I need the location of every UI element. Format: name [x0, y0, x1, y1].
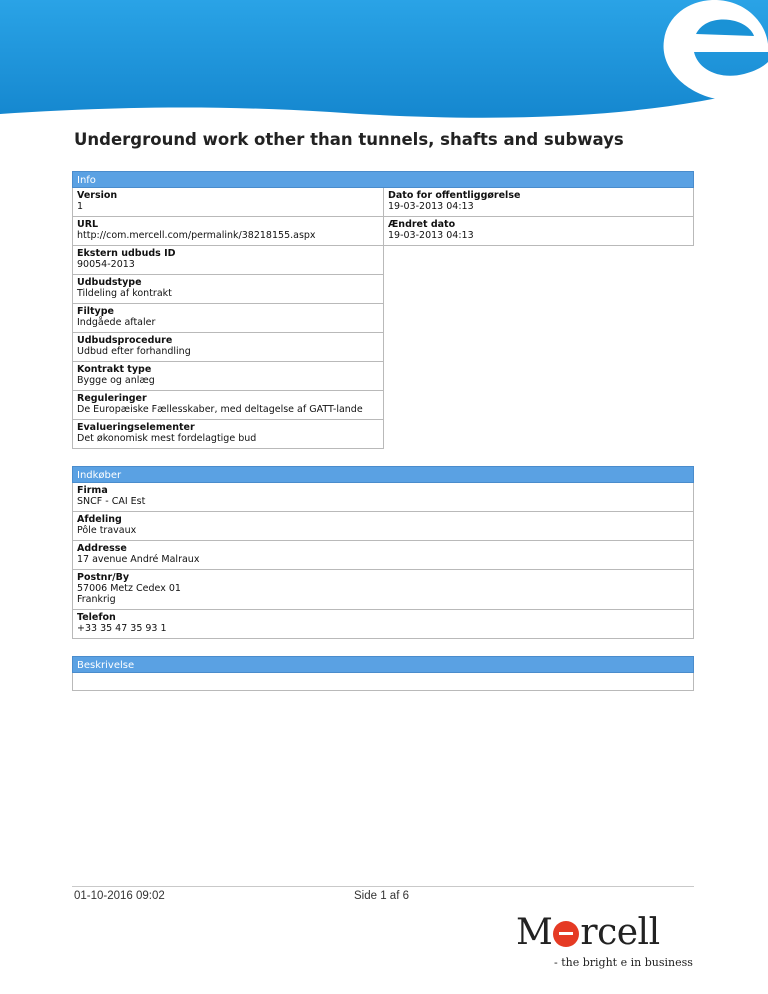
field-file-type: [72, 304, 384, 333]
description-content: [72, 673, 694, 691]
field-contract-type: [72, 362, 384, 391]
field-value: 1: [77, 201, 84, 212]
field-value: De Europæiske Fællesskaber, med deltagelse af GATT-lande: [77, 404, 363, 415]
field-value: Bygge og anlæg: [77, 375, 155, 386]
field-label: Udbudsprocedure: [77, 335, 173, 346]
buyer-section: [72, 466, 694, 641]
field-company: [72, 483, 694, 512]
field-value: 57006 Metz Cedex 01: [77, 583, 181, 594]
field-label: Postnr/By: [77, 572, 130, 583]
buyer-section-header: Indkøber: [72, 466, 694, 483]
page-title: Underground work other than tunnels, shafts and subways: [74, 130, 624, 149]
field-value: Udbud efter forhandling: [77, 346, 191, 357]
footer-date: 01-10-2016 09:02: [74, 890, 165, 902]
info-section: [72, 171, 694, 451]
field-phone: [72, 610, 694, 639]
logo-text-post: rcell: [580, 912, 660, 953]
field-label: Kontrakt type: [77, 364, 152, 375]
field-value: Indgåede aftaler: [77, 317, 156, 328]
field-publication-date: [383, 188, 694, 217]
field-department: [72, 512, 694, 541]
field-modified-date: [383, 217, 694, 246]
field-value: Pôle travaux: [77, 525, 137, 536]
field-label: Evalueringselementer: [77, 422, 195, 433]
field-label: Ændret dato: [388, 219, 456, 230]
field-version: [72, 188, 384, 217]
field-label: Ekstern udbuds ID: [77, 248, 176, 259]
description-section: [72, 656, 694, 692]
field-value: 19-03-2013 04:13: [388, 230, 474, 241]
field-label: Reguleringer: [77, 393, 147, 404]
logo-e-icon: [553, 921, 579, 947]
field-label: Telefon: [77, 612, 116, 623]
info-section-header: Info: [72, 171, 694, 188]
field-label: Firma: [77, 485, 108, 496]
field-value: SNCF - CAI Est: [77, 496, 146, 507]
field-regulations: [72, 391, 384, 420]
field-url: [72, 217, 384, 246]
field-address: [72, 541, 694, 570]
field-label: Addresse: [77, 543, 127, 554]
field-label: Version: [77, 190, 118, 201]
field-value: http://com.mercell.com/permalink/38218155.aspx: [77, 230, 316, 241]
header-wave-graphic: [0, 0, 768, 118]
logo-text-pre: M: [516, 912, 553, 953]
field-value: Tildeling af kontrakt: [77, 288, 172, 299]
logo-tagline: - the bright e in business: [554, 956, 693, 969]
field-value-country: Frankrig: [77, 594, 116, 605]
field-value: 17 avenue André Malraux: [77, 554, 200, 565]
field-postal-city: [72, 570, 694, 610]
field-label: Afdeling: [77, 514, 122, 525]
field-value: 90054-2013: [77, 259, 135, 270]
field-value: +33 35 47 35 93 1: [77, 623, 167, 634]
header-band: [0, 0, 768, 118]
field-label: URL: [77, 219, 99, 230]
field-value: 19-03-2013 04:13: [388, 201, 474, 212]
logo-wordmark: [516, 912, 660, 953]
field-external-id: [72, 246, 384, 275]
field-evaluation: [72, 420, 384, 449]
description-section-header: Beskrivelse: [72, 656, 694, 673]
field-label: Filtype: [77, 306, 114, 317]
footer-divider: [72, 886, 694, 887]
field-procedure: [72, 333, 384, 362]
footer-page-number: Side 1 af 6: [354, 890, 409, 902]
field-label: Udbudstype: [77, 277, 142, 288]
field-value: Det økonomisk mest fordelagtige bud: [77, 433, 257, 444]
mercell-logo: [514, 912, 704, 982]
field-tender-type: [72, 275, 384, 304]
field-label: Dato for offentliggørelse: [388, 190, 521, 201]
